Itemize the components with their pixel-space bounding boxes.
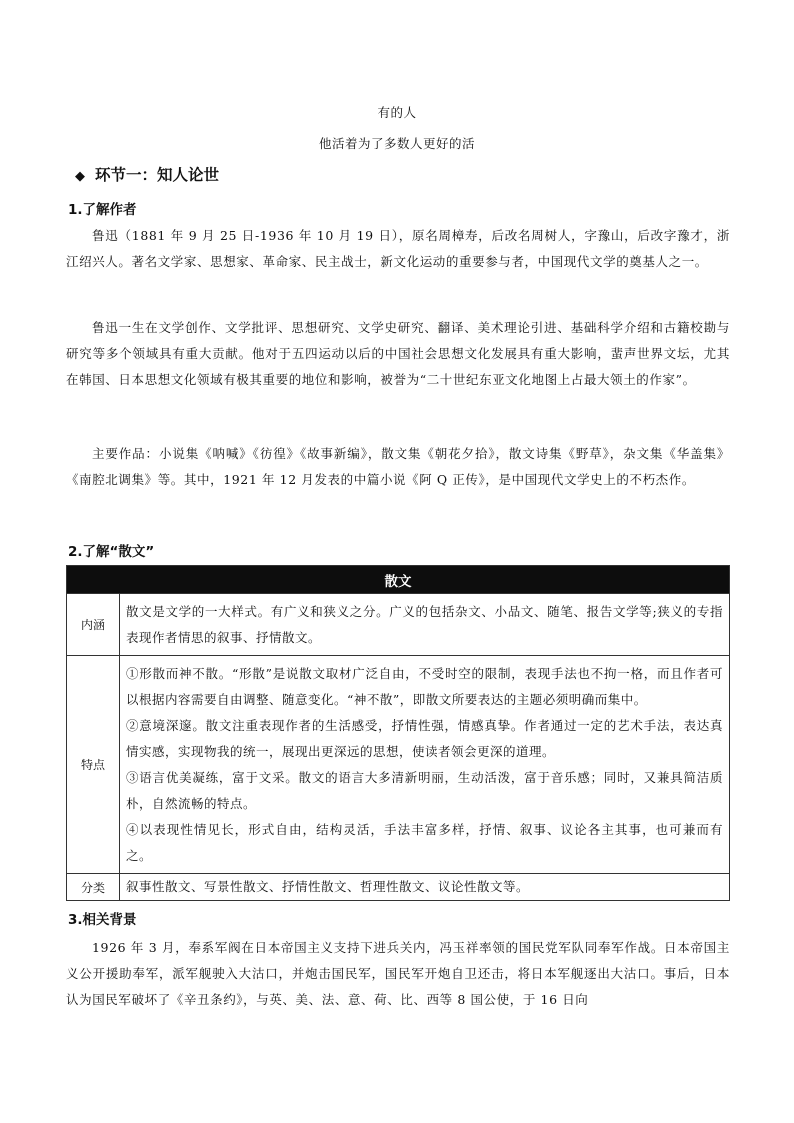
- row-body-neihan: [120, 594, 730, 656]
- table-header: 散文: [67, 566, 730, 594]
- section-heading: [75, 163, 219, 185]
- header-line-2: 他活着为了多数人更好的活: [318, 136, 475, 151]
- part2-heading: 2.了解“散文”: [68, 544, 155, 560]
- row-label-fenlei: 分类: [67, 874, 120, 901]
- row-text: 叙事性散文、写景性散文、抒情性散文、哲理性散文、议论性散文等。: [126, 879, 530, 894]
- feature-2: ②意境深邃。散文注重表现作者的生活感受，抒情性强，情感真挚。作者通过一定的艺术手法，表达真情实感，实现物我的统一，展现出更深远的思想，使读者领会更深的道理。: [126, 717, 723, 759]
- table-row: [67, 656, 730, 874]
- feature-1: ①形散而神不散。“形散”是说散文取材广泛自由，不受时空的限制，表现手法也不拘一格，而且作者可以根据内容需要自由调整、随意变化。“神不散”，即散文所要表达的主题必须明确而集中。: [126, 665, 723, 707]
- feature-4: ④以表现性情见长，形式自由，结构灵活，手法丰富多样，抒情、叙事、议论各主其事，也可兼而有之。: [126, 821, 723, 863]
- part3-heading: 3.相关背景: [68, 912, 137, 928]
- row-text: 散文是文学的一大样式。有广义和狭义之分。广义的包括杂文、小品文、随笔、报告文学等;狭义的专指表现作者情思的叙事、抒情散文。: [126, 603, 723, 645]
- diamond-bullet-icon: ◆: [75, 169, 85, 184]
- part1-paragraph-3: 主要作品：小说集《呐喊》《彷徨》《故事新编》，散文集《朝花夕拾》，散文诗集《野草》，杂文集《华盖集》《南腔北调集》等。其中，1921 年 12 月发表的中篇小说《阿 Q 正传》，是中国现代文学史上的不朽杰作。: [66, 446, 730, 487]
- sanwen-table: [66, 565, 730, 901]
- feature-3: ③语言优美凝练，富于文采。散文的语言大多清新明丽，生动活泼，富于音乐感；同时，又兼具简洁质朴，自然流畅的特点。: [126, 769, 723, 811]
- part1-paragraph-2: 鲁迅一生在文学创作、文学批评、思想研究、文学史研究、翻译、美术理论引进、基础科学介绍和古籍校勘与研究等多个领域具有重大贡献。他对于五四运动以后的中国社会思想文化发展具有重大影响，蜚声世界文坛，尤其在韩国、日本思想文化领域有极其重要的地位和影响，被誉为“二十世纪东亚文化地图上占最大领土的作家”。: [66, 320, 730, 387]
- part1-paragraph-1: 鲁迅（1881 年 9 月 25 日-1936 年 10 月 19 日），原名周樟寿，后改名周树人，字豫山，后改字豫才，浙江绍兴人。著名文学家、思想家、革命家、民主战士，新文化运动的重要参与者，中国现代文学的奠基人之一。: [66, 228, 730, 269]
- table-row: [67, 594, 730, 656]
- row-body-tedian: [120, 656, 730, 874]
- table-row: [67, 874, 730, 901]
- header-line-1: 有的人: [377, 105, 417, 120]
- section-title: 环节一：知人论世: [95, 166, 220, 184]
- part1-heading: 1.了解作者: [68, 202, 137, 218]
- row-label-tedian: 特点: [67, 656, 120, 874]
- row-body-fenlei: [120, 874, 730, 901]
- part3-paragraph-1: 1926 年 3 月，奉系军阀在日本帝国主义支持下进兵关内，冯玉祥率领的国民党军队同奉军作战。日本帝国主义公开援助奉军，派军舰驶入大沽口，并炮击国民军，国民军开炮自卫还击，将日本军舰逐出大沽口。事后，日本认为国民军破坏了《辛丑条约》，与英、美、法、意、荷、比、西等 8 国公使，于 16 日向: [66, 940, 730, 1007]
- row-label-neihan: 内涵: [67, 594, 120, 656]
